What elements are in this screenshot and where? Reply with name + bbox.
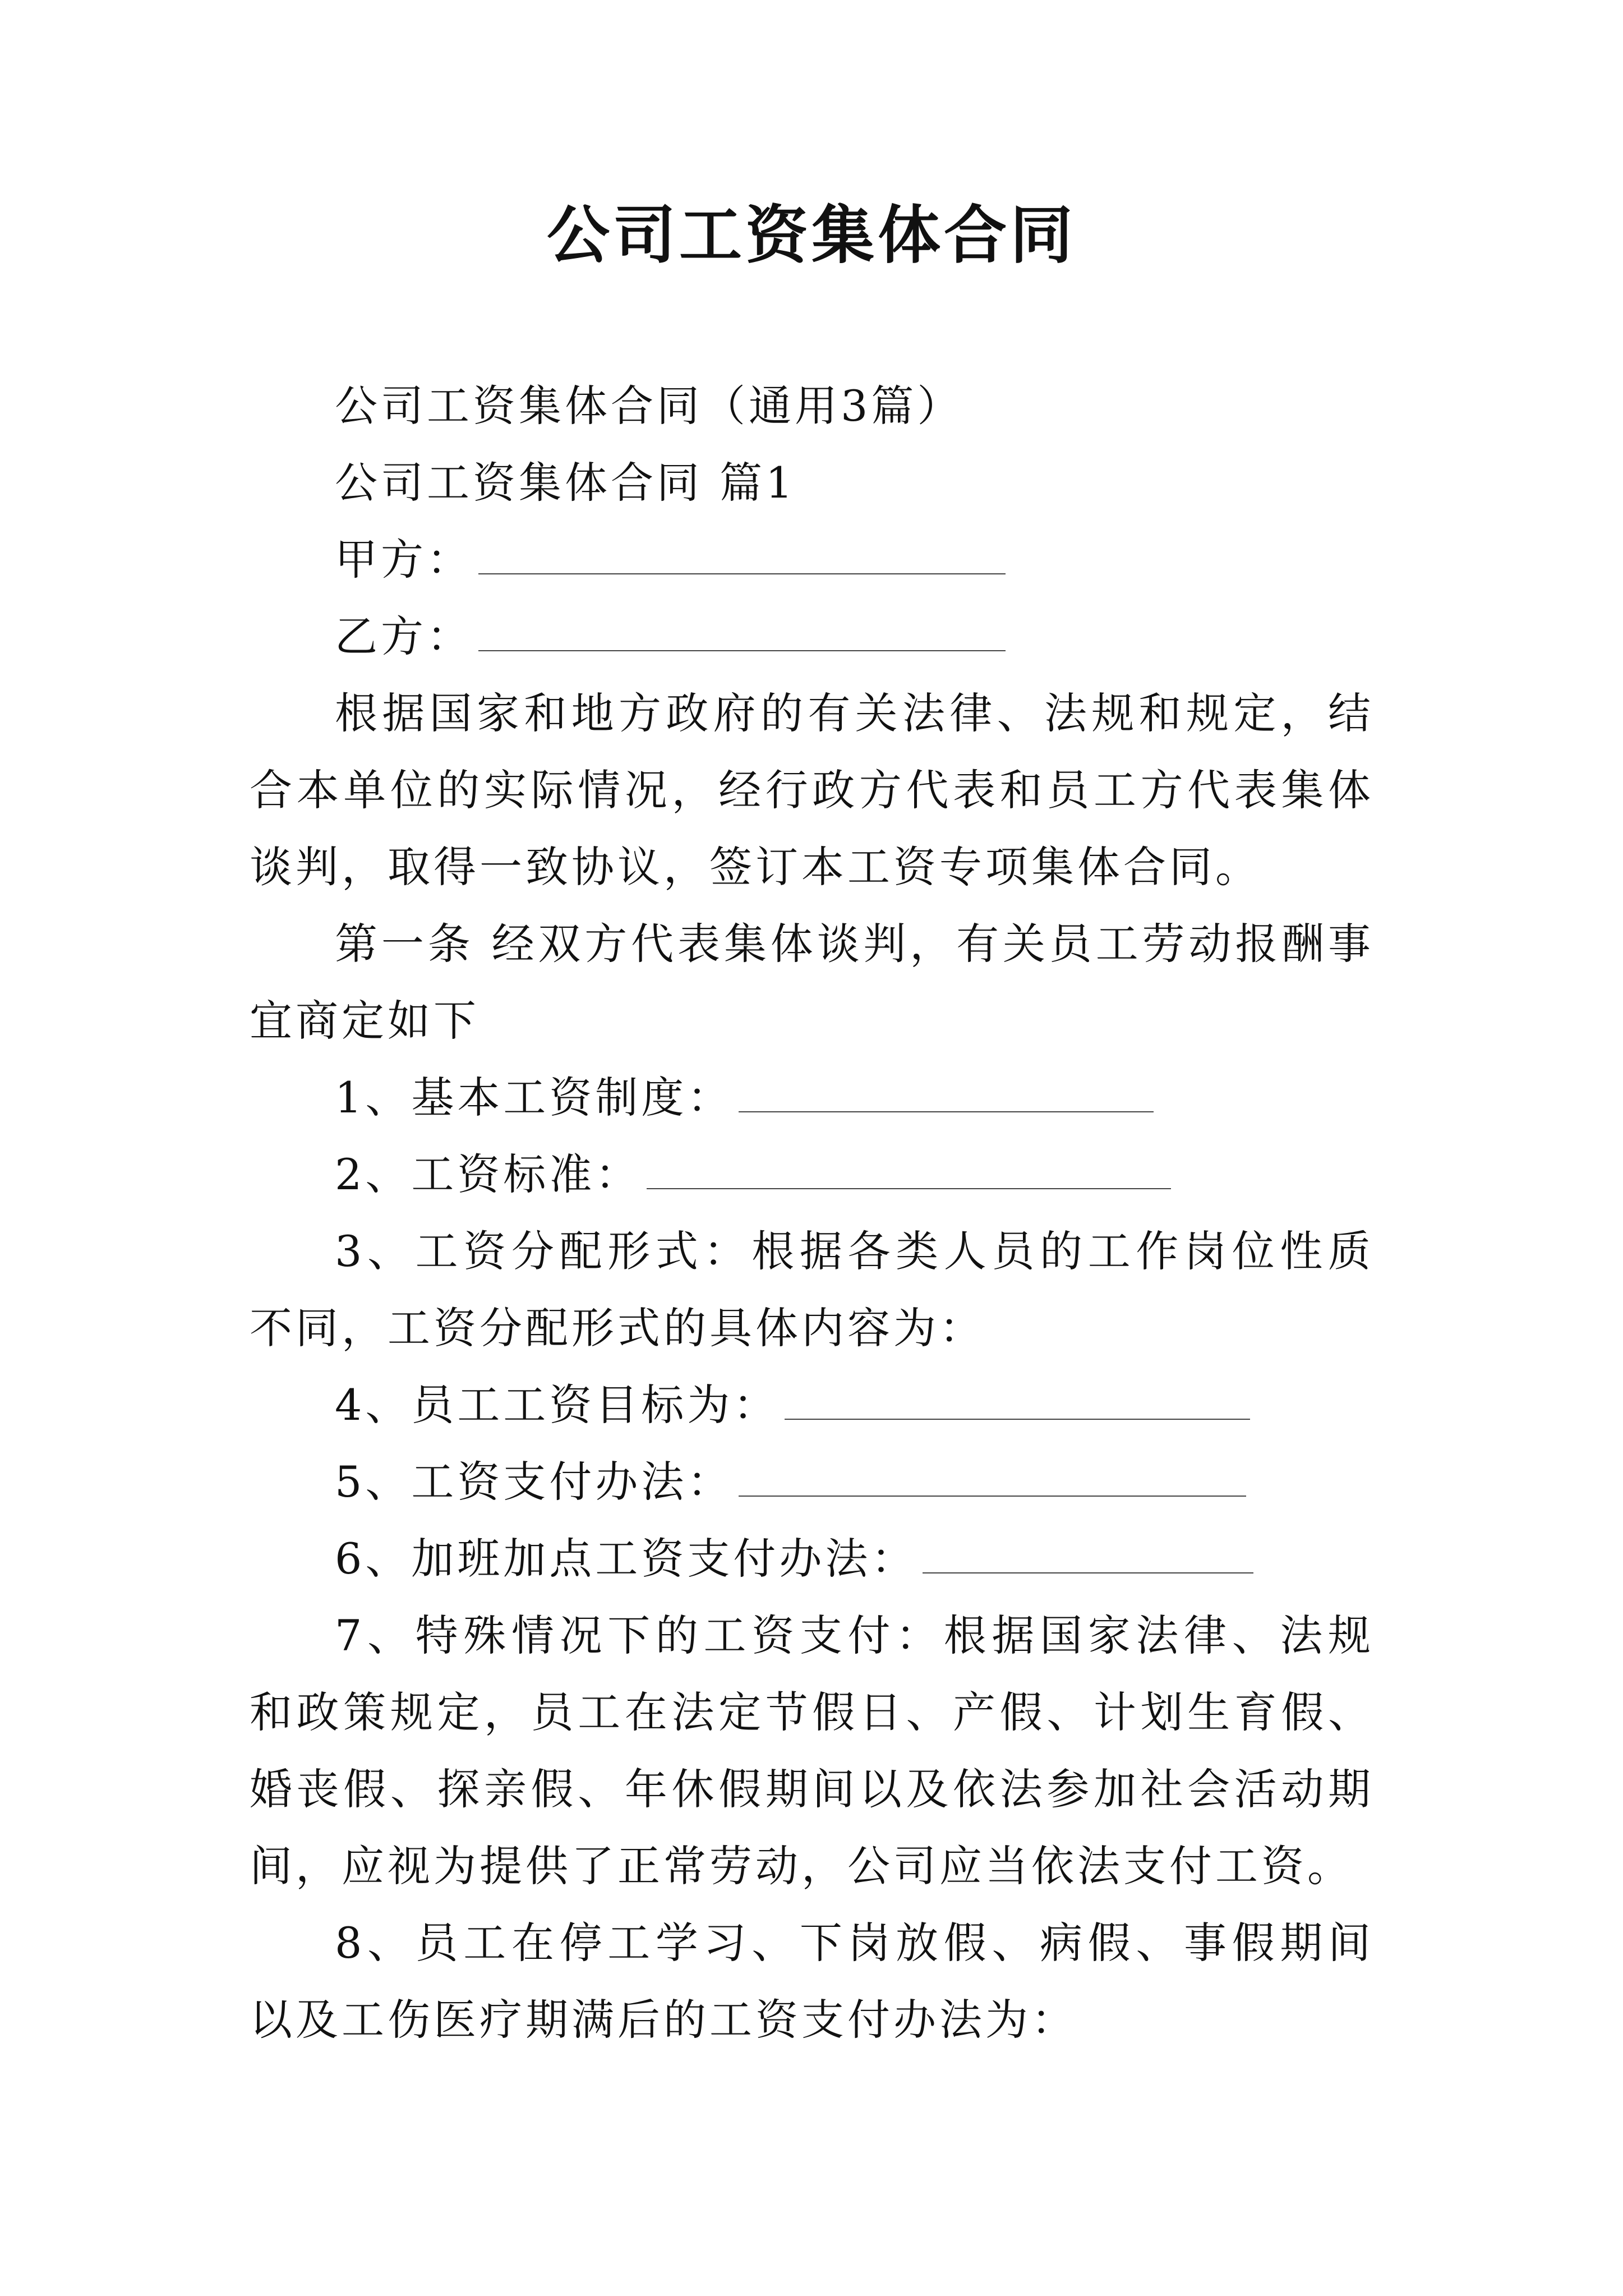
item-2-line xyxy=(250,1136,1374,1213)
party-b-label: 乙方： xyxy=(335,611,473,661)
section-label: 公司工资集体合同 篇1 xyxy=(335,458,796,508)
party-b-line xyxy=(250,598,1374,675)
item-6-label: 6、加班加点工资支付办法： xyxy=(335,1534,917,1584)
item-4-line xyxy=(250,1366,1374,1443)
article-1-paragraph: 第一条 经双方代表集体谈判，有关员工劳动报酬事宜商定如下 xyxy=(250,919,1374,1046)
item-4-blank xyxy=(785,1381,1250,1420)
item-8-paragraph: 8、员工在停工学习、下岗放假、病假、事假期间以及工伤医疗期满后的工资支付办法为： xyxy=(250,1918,1374,2045)
item-6-line xyxy=(250,1520,1374,1597)
document-body xyxy=(250,367,1374,2058)
item-7-paragraph: 7、特殊情况下的工资支付：根据国家法律、法规和政策规定，员工在法定节假日、产假、计划生育假、婚丧假、探亲假、年休假期间以及依法参加社会活动期间，应视为提供了正常劳动，公司应当依法支付工资。 xyxy=(250,1611,1374,1891)
party-a-line xyxy=(250,521,1374,598)
document-heading: 公司工资集体合同（通用3篇） xyxy=(335,381,963,431)
item-2-blank xyxy=(647,1150,1171,1189)
item-5-blank xyxy=(739,1457,1246,1497)
item-1-line xyxy=(250,1059,1374,1136)
item-3-paragraph: 3、工资分配形式：根据各类人员的工作岗位性质不同，工资分配形式的具体内容为： xyxy=(250,1226,1374,1353)
item-6-blank xyxy=(923,1534,1253,1573)
item-2-label: 2、工资标准： xyxy=(335,1149,642,1199)
party-a-blank xyxy=(478,535,1006,574)
document-title: 公司工资集体合同 xyxy=(547,199,1076,272)
item-5-line xyxy=(250,1443,1374,1520)
item-1-label: 1、基本工资制度： xyxy=(335,1073,734,1122)
item-1-blank xyxy=(739,1073,1154,1112)
party-a-label: 甲方： xyxy=(335,535,473,585)
intro-paragraph: 根据国家和地方政府的有关法律、法规和规定，结合本单位的实际情况，经行政方代表和员工方代表集体谈判，取得一致协议，签订本工资专项集体合同。 xyxy=(250,688,1374,892)
item-5-label: 5、工资支付办法： xyxy=(335,1457,734,1507)
party-b-blank xyxy=(478,612,1006,651)
item-4-label: 4、员工工资目标为： xyxy=(335,1380,780,1430)
